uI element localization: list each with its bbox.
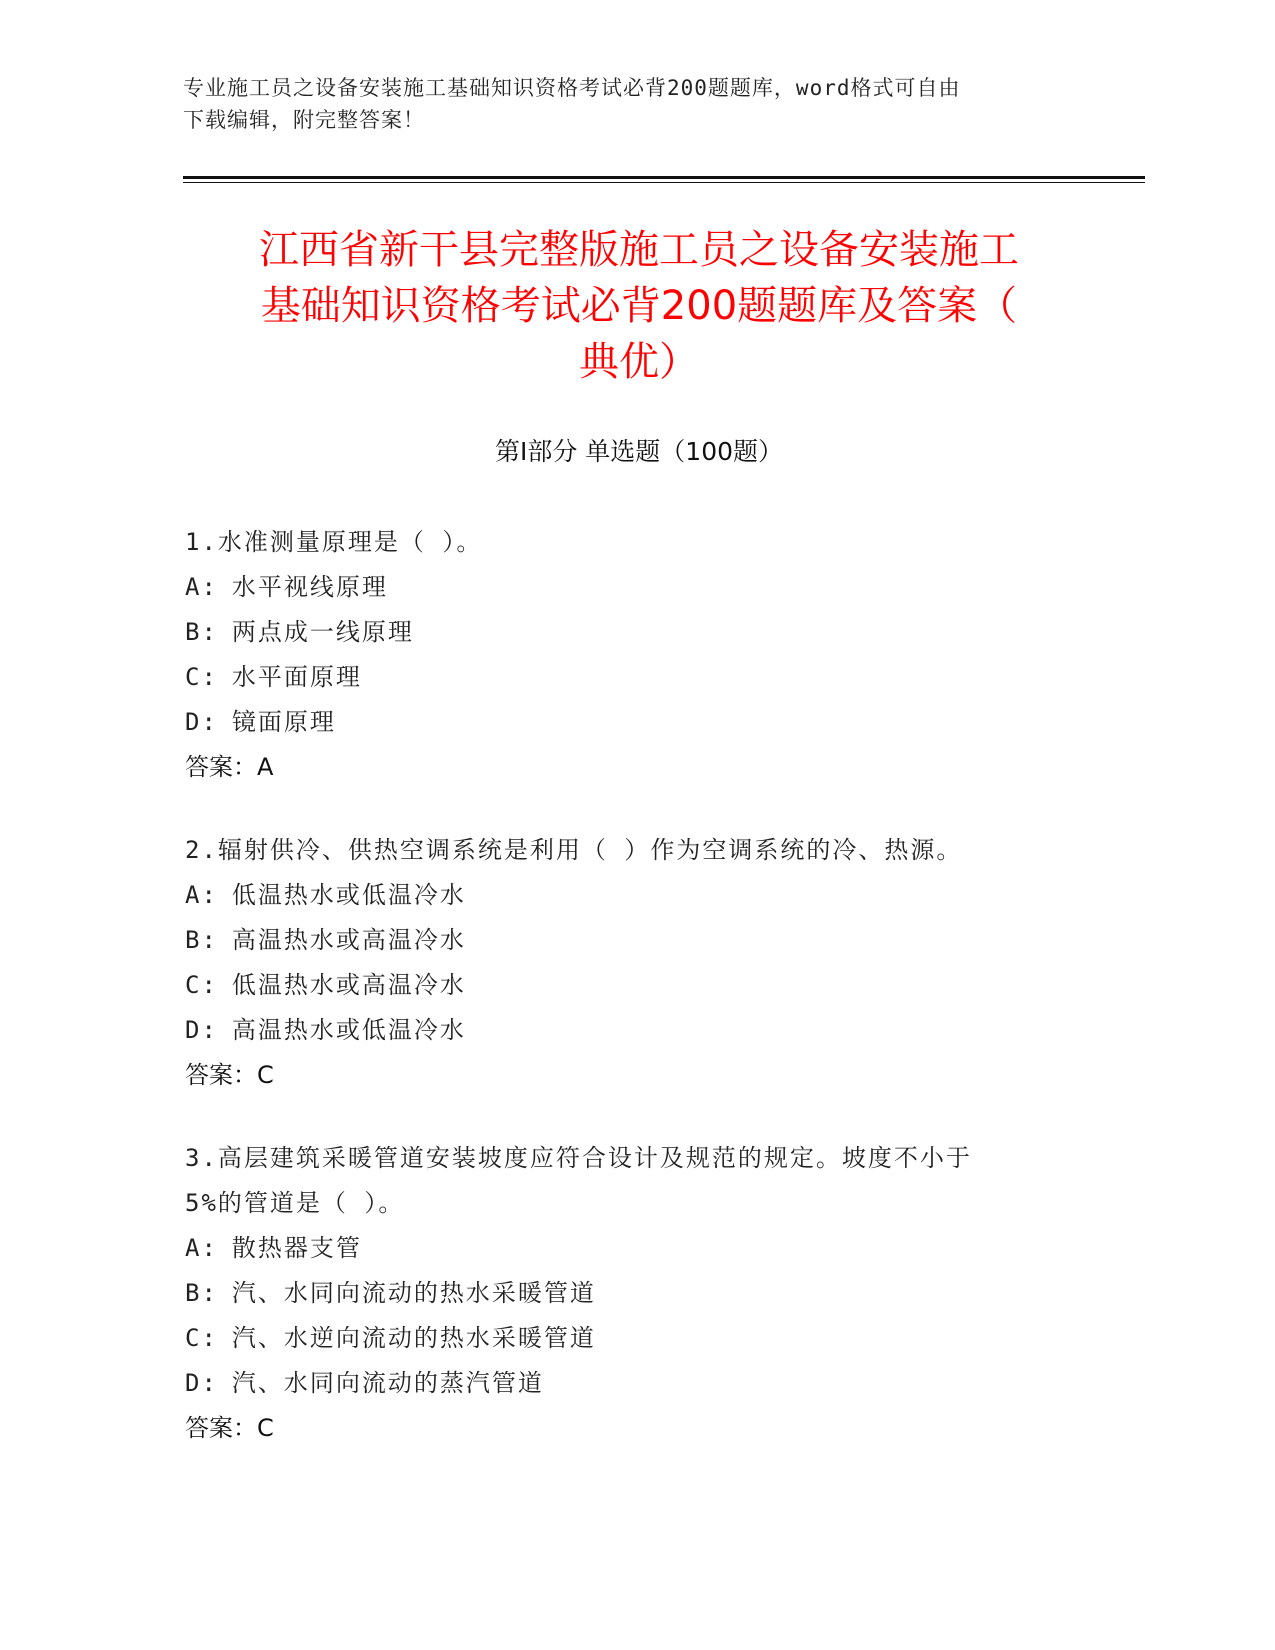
option-text: 汽、水逆向流动的热水采暖管道 xyxy=(231,1324,596,1352)
option-letter: C xyxy=(185,663,202,691)
option-letter: C xyxy=(185,971,202,999)
question-stem: 2.辐射供冷、供热空调系统是利用（ ）作为空调系统的冷、热源。 xyxy=(185,836,963,864)
header-note-line1: 专业施工员之设备安装施工基础知识资格考试必背200题题库，word格式可自由 xyxy=(183,76,961,100)
option-separator: : xyxy=(201,708,218,736)
option-letter: D xyxy=(185,1369,202,1397)
option-b xyxy=(185,1271,1085,1316)
option-c xyxy=(185,1316,1085,1361)
option-letter: C xyxy=(185,1324,202,1352)
question-2 xyxy=(185,828,1085,1098)
option-d xyxy=(185,1008,1085,1053)
option-separator: : xyxy=(201,573,218,601)
option-separator: : xyxy=(201,1279,218,1307)
option-letter: D xyxy=(185,1016,202,1044)
option-letter: A xyxy=(185,881,202,909)
option-text: 汽、水同向流动的热水采暖管道 xyxy=(231,1279,596,1307)
answer-line: 答案：A xyxy=(185,753,274,781)
answer-line: 答案：C xyxy=(185,1061,274,1089)
option-a xyxy=(185,873,1085,918)
option-letter: A xyxy=(185,1234,202,1262)
question-list xyxy=(185,520,1085,1489)
document-title-line3: 典优） xyxy=(579,339,699,385)
option-text: 高温热水或低温冷水 xyxy=(231,1016,466,1044)
option-text: 镜面原理 xyxy=(231,708,336,736)
option-separator: : xyxy=(201,663,218,691)
option-text: 水平视线原理 xyxy=(231,573,388,601)
option-letter: B xyxy=(185,1279,202,1307)
option-letter: A xyxy=(185,573,202,601)
option-separator: : xyxy=(201,926,218,954)
option-separator: : xyxy=(201,971,218,999)
option-letter: D xyxy=(185,708,202,736)
question-1 xyxy=(185,520,1085,790)
option-text: 汽、水同向流动的蒸汽管道 xyxy=(231,1369,544,1397)
header-rule-thick xyxy=(183,176,1145,179)
document-title xyxy=(183,222,1095,390)
option-text: 散热器支管 xyxy=(231,1234,362,1262)
option-text: 两点成一线原理 xyxy=(231,618,414,646)
question-3 xyxy=(185,1136,1085,1451)
header-note xyxy=(183,72,1063,136)
option-letter: B xyxy=(185,618,202,646)
option-letter: B xyxy=(185,926,202,954)
question-stem: 1.水准测量原理是（ ）。 xyxy=(185,528,483,556)
option-separator: : xyxy=(201,1369,218,1397)
option-separator: : xyxy=(201,1234,218,1262)
option-c xyxy=(185,655,1085,700)
option-text: 水平面原理 xyxy=(231,663,362,691)
option-a xyxy=(185,1226,1085,1271)
option-separator: : xyxy=(201,1324,218,1352)
option-text: 低温热水或低温冷水 xyxy=(231,881,466,909)
question-stem: 3.高层建筑采暖管道安装坡度应符合设计及规范的规定。坡度不小于 xyxy=(185,1144,972,1172)
option-c xyxy=(185,963,1085,1008)
answer-line: 答案：C xyxy=(185,1414,274,1442)
document-title-line2: 基础知识资格考试必背200题题库及答案（ xyxy=(260,283,1018,329)
option-text: 高温热水或高温冷水 xyxy=(231,926,466,954)
option-a xyxy=(185,565,1085,610)
option-b xyxy=(185,610,1085,655)
option-b xyxy=(185,918,1085,963)
header-note-line2: 下载编辑，附完整答案！ xyxy=(183,108,425,132)
header-rule-thin xyxy=(183,182,1145,183)
option-separator: : xyxy=(201,881,218,909)
question-stem-continued: 5%的管道是（ ）。 xyxy=(185,1189,405,1217)
option-d xyxy=(185,700,1085,745)
option-separator: : xyxy=(201,618,218,646)
section-title: 第Ⅰ部分 单选题（100题） xyxy=(494,437,784,466)
option-d xyxy=(185,1361,1085,1406)
option-separator: : xyxy=(201,1016,218,1044)
option-text: 低温热水或高温冷水 xyxy=(231,971,466,999)
document-title-line1: 江西省新干县完整版施工员之设备安装施工 xyxy=(259,227,1019,273)
